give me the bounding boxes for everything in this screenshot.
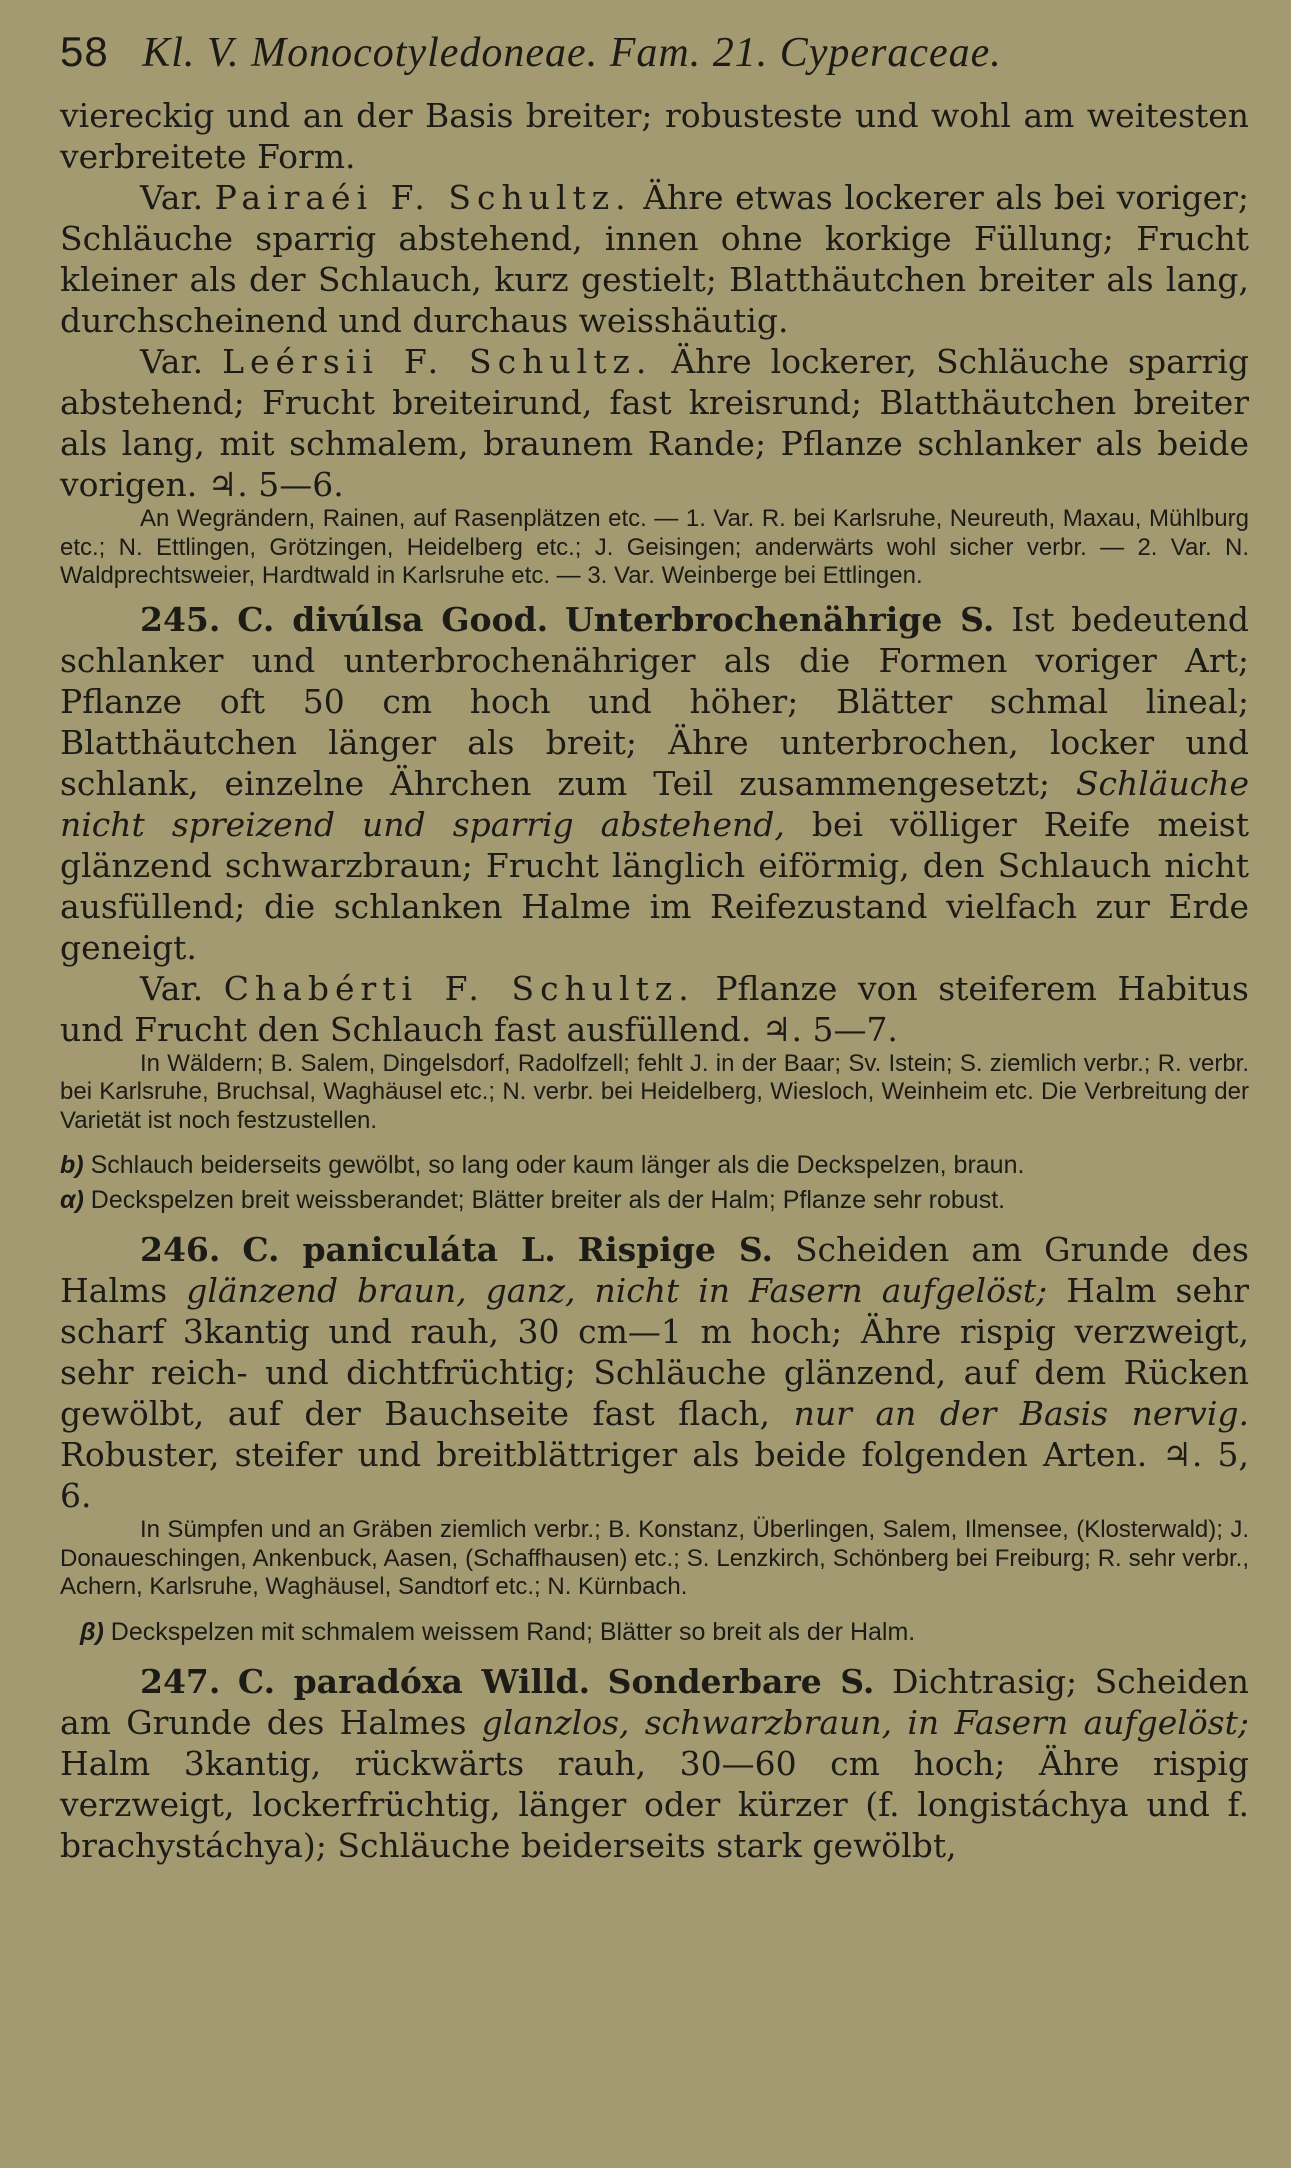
variety-pairaei: [60, 177, 1249, 341]
variety-label: Var.: [140, 342, 204, 381]
key-text: Deckspelzen mit schmalem weissem Rand; Blätter so breit als der Halm.: [110, 1617, 916, 1646]
spacer: [60, 591, 1249, 599]
key-entry-b: [60, 1149, 1249, 1182]
key-mark: β): [80, 1617, 104, 1646]
key-entry-beta: [80, 1616, 1249, 1649]
species-emphasis: nur an der Basis nervig.: [793, 1394, 1249, 1433]
paragraph-continuation: [60, 95, 1249, 177]
variety-description: Ähre etwas lockerer als bei voriger; Schläuche sparrig abstehend, innen ohne korkige Füllung; Frucht kleiner als der Schlauch, kurz gestielt; Blatthäutchen breiter als lang, durchscheinend und durchaus weisshäutig.: [60, 178, 1249, 340]
species-246: [60, 1229, 1249, 1516]
species-247: [60, 1661, 1249, 1866]
species-common-name: Sonderbare S.: [607, 1661, 875, 1701]
key-mark: α): [60, 1186, 84, 1214]
page-number: 58: [60, 28, 109, 75]
species-number: 245.: [140, 599, 221, 639]
locality-text: An Wegrändern, Rainen, auf Rasenplätzen etc. — 1. Var. R. bei Karlsruhe, Neureuth, Maxau, Mühlburg etc.; N. Ettlingen, Grötzingen, Heidelberg etc.; J. Geisingen; anderwärts wohl sicher verbr. — 2. Var. N. Waldprechtsweier, Hardtwald in Karlsruhe etc. — 3. Var. Weinberge bei Ettlingen.: [60, 505, 1249, 589]
locality-text: In Wäldern; B. Salem, Dingelsdorf, Radolfzell; fehlt J. in der Baar; Sv. Istein; S. ziemlich verbr.; R. verbr. bei Karlsruhe, Bruchsal, Waghäusel etc.; N. verbr. bei Heidelberg, Wiesloch, Weinheim etc. Die Verbreitung der Varietät ist noch festzustellen.: [60, 1049, 1249, 1134]
variety-description: Ähre lockerer, Schläuche sparrig abstehend; Frucht breiteirund, fast kreisrund; Blatthäutchen breiter als lang, mit schmalem, braunem Rande; Pflanze schlanker als beide vorigen. ♃. 5—6.: [60, 342, 1249, 504]
variety-description: Pflanze von steiferem Habitus und Frucht den Schlauch fast ausfüllend. ♃. 5—7.: [60, 968, 1249, 1049]
species-emphasis: Schläuche nicht spreizend und sparrig abstehend,: [60, 763, 1249, 844]
locality-note: [60, 1050, 1249, 1136]
species-emphasis: glanzlos, schwarzbraun, in Fasern aufgelöst;: [481, 1702, 1249, 1742]
species-number: 247.: [140, 1661, 221, 1701]
key-mark: b): [60, 1151, 84, 1179]
species-common-name: Unterbrochenährige S.: [565, 599, 995, 639]
variety-name: Leérsii F. Schultz.: [222, 342, 653, 381]
variety-chaberti: [60, 968, 1249, 1050]
header-group: Monocotyledoneae.: [251, 30, 599, 76]
species-description: Dichtrasig; Scheiden am Grunde des Halmes: [60, 1661, 1249, 1742]
key-text: Schlauch beiderseits gewölbt, so lang oder kaum länger als die Deckspelzen, braun.: [90, 1151, 1025, 1179]
key-text: Deckspelzen breit weissberandet; Blätter breiter als der Halm; Pflanze sehr robust.: [90, 1186, 1006, 1214]
species-description-cont: Halm 3kantig, rückwärts rauh, 30—60 cm hoch; Ähre rispig verzweigt, lockerfrüchtig, länger oder kürzer (f. longistáchya und f. brachystáchya); Schläuche beiderseits stark gewölbt,: [60, 1743, 1249, 1865]
species-name: C. paradóxa Willd.: [237, 1661, 591, 1701]
running-header: [60, 28, 1249, 77]
paragraph-text: viereckig und an der Basis breiter; robusteste und wohl am weitesten verbreitete Form.: [60, 96, 1249, 176]
species-common-name: Rispige S.: [577, 1230, 773, 1269]
species-emphasis: glänzend braun, ganz, nicht in Fasern aufgelöst;: [186, 1271, 1048, 1310]
species-name: C. divúlsa Good.: [237, 599, 549, 639]
species-name: C. paniculáta L.: [242, 1230, 556, 1269]
variety-name: Pairaéi F. Schultz.: [214, 178, 632, 217]
variety-label: Var.: [140, 968, 204, 1008]
variety-leersii: [60, 341, 1249, 505]
header-family: Fam. 21.: [609, 30, 769, 76]
species-description-end: Robuster, steifer und breitblättriger als beide folgenden Arten. ♃. 5, 6.: [60, 1435, 1249, 1515]
variety-label: Var.: [140, 178, 204, 217]
locality-text: In Sümpfen und an Gräben ziemlich verbr.; B. Konstanz, Überlingen, Salem, Ilmensee, (Klosterwald); J. Donaueschingen, Ankenbuck, Aasen, (Schaffhausen) etc.; S. Lenzkirch, Schönberg bei Freiburg; R. sehr verbr., Achern, Karlsruhe, Waghäusel, Sandtorf etc.; N. Kürnbach.: [60, 1516, 1249, 1600]
species-number: 246.: [140, 1230, 221, 1269]
species-description: Ist bedeutend schlanker und unterbrochenähriger als die Formen voriger Art; Pflanze oft 50 cm hoch und höher; Blätter schmal lineal; Blatthäutchen länger als breit; Ähre unterbrochen, locker und schlank, einzelne Ährchen zum Teil zusammengesetzt;: [60, 599, 1249, 803]
header-class: Kl. V.: [142, 30, 240, 76]
locality-note: [60, 1516, 1249, 1602]
species-description-cont: bei völliger Reife meist glänzend schwarzbraun; Frucht länglich eiförmig, den Schlauch nicht ausfüllend; die schlanken Halme im Reifezustand vielfach zur Erde geneigt.: [60, 804, 1249, 967]
species-description: Scheiden am Grunde des Halms: [60, 1230, 1249, 1310]
header-family-name: Cyperaceae.: [779, 30, 1002, 76]
locality-note: [60, 505, 1249, 591]
variety-name: Chabérti F. Schultz.: [223, 968, 695, 1008]
key-entry-alpha: [60, 1184, 1249, 1217]
species-description-cont: Halm sehr scharf 3kantig und rauh, 30 cm—1 m hoch; Ähre rispig verzweigt, sehr reich- und dichtfrüchtig; Schläuche glänzend, auf dem Rücken gewölbt, auf der Bauchseite fast flach,: [60, 1271, 1250, 1433]
species-245: [60, 599, 1249, 968]
